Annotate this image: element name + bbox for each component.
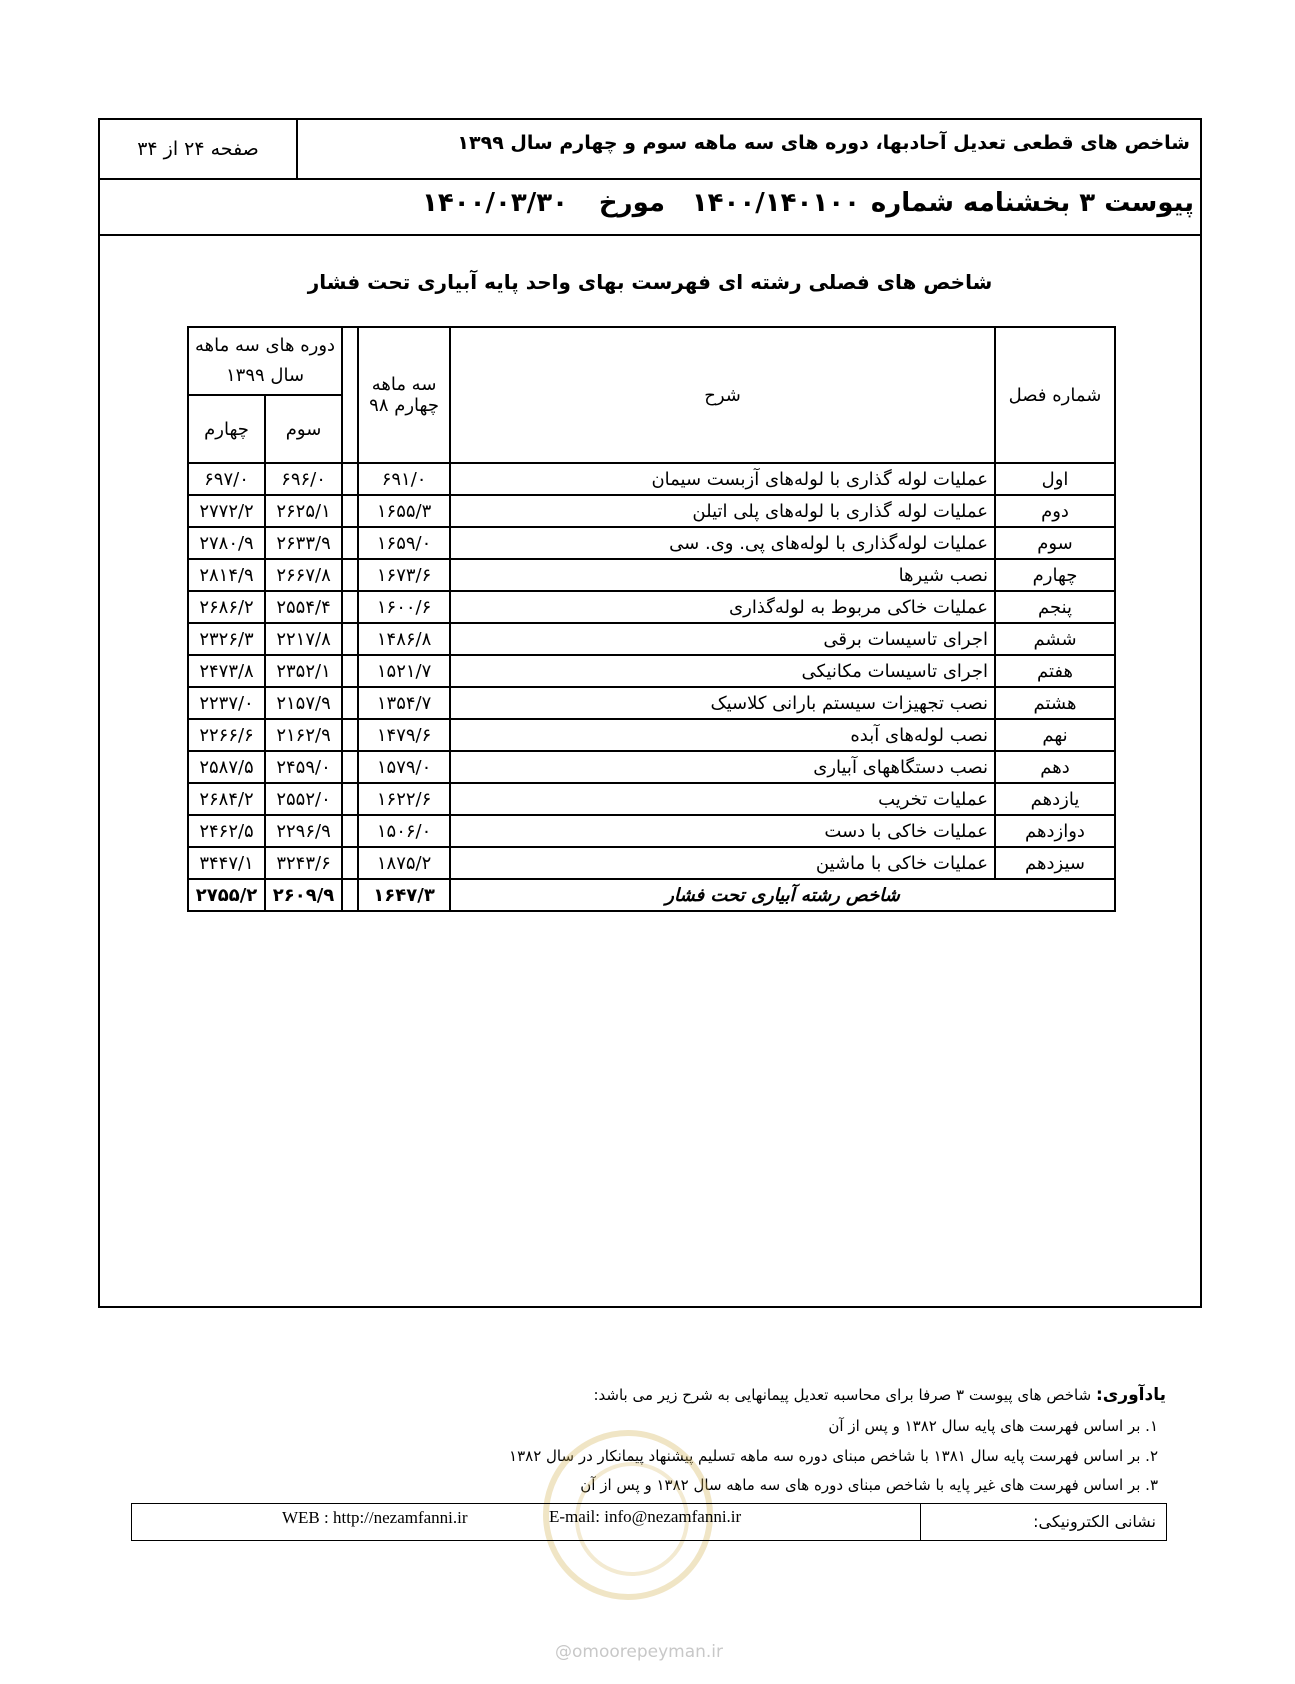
cell-third: ۲۶۳۳/۹ (265, 527, 342, 559)
cell-q98: ۱۶۲۲/۶ (358, 783, 450, 815)
cell-q98: ۱۶۵۹/۰ (358, 527, 450, 559)
cell-spacer (342, 591, 358, 623)
cell-spacer (342, 527, 358, 559)
cell-q98: ۱۸۷۵/۲ (358, 847, 450, 879)
cell-section: سوم (995, 527, 1115, 559)
cell-section: اول (995, 463, 1115, 495)
table-row (188, 815, 1115, 847)
cell-section: دهم (995, 751, 1115, 783)
cell-third: ۲۵۵۲/۰ (265, 783, 342, 815)
table-title: شاخص های فصلی رشته ای فهرست بهای واحد پایه آبیاری تحت فشار (307, 270, 993, 294)
cell-fourth: ۲۳۲۶/۳ (188, 623, 265, 655)
header-section: شماره فصل (995, 327, 1115, 463)
cell-spacer (342, 655, 358, 687)
cell-section: چهارم (995, 559, 1115, 591)
cell-total-third: ۲۶۰۹/۹ (265, 879, 342, 911)
cell-third: ۲۱۵۷/۹ (265, 687, 342, 719)
header-period-line1: دوره های سه ماهه (195, 335, 336, 356)
cell-q98: ۱۳۵۴/۷ (358, 687, 450, 719)
table-row (188, 559, 1115, 591)
cell-section: ششم (995, 623, 1115, 655)
header-row-1 (100, 120, 1200, 180)
cell-fourth: ۲۵۸۷/۵ (188, 751, 265, 783)
table-row (188, 751, 1115, 783)
cell-fourth: ۲۷۷۲/۲ (188, 495, 265, 527)
note-item-1: ۱. بر اساس فهرست های پایه سال ۱۳۸۲ و پس از آن (828, 1417, 1158, 1435)
cell-fourth: ۳۴۴۷/۱ (188, 847, 265, 879)
cell-third: ۲۴۵۹/۰ (265, 751, 342, 783)
cell-section: نهم (995, 719, 1115, 751)
cell-spacer (342, 847, 358, 879)
table-row (188, 655, 1115, 687)
cell-section: سیزدهم (995, 847, 1115, 879)
cell-spacer (342, 463, 358, 495)
cell-third: ۲۵۵۴/۴ (265, 591, 342, 623)
header-description: شرح (450, 327, 995, 463)
header-period-line2: سال ۱۳۹۹ (226, 365, 305, 386)
cell-section: یازدهم (995, 783, 1115, 815)
cell-description: اجرای تاسیسات برقی (450, 623, 995, 655)
cell-fourth: ۲۲۶۶/۶ (188, 719, 265, 751)
cell-third: ۶۹۶/۰ (265, 463, 342, 495)
cell-spacer (342, 687, 358, 719)
cell-q98: ۱۶۵۵/۳ (358, 495, 450, 527)
contact-box (131, 1503, 1167, 1541)
dated-label: مورخ (598, 188, 665, 218)
table-row-total (188, 879, 1115, 911)
cell-section: هفتم (995, 655, 1115, 687)
cell-spacer (342, 751, 358, 783)
cell-spacer (342, 719, 358, 751)
index-table (187, 326, 1116, 912)
table-row (188, 527, 1115, 559)
cell-q98: ۱۶۰۰/۶ (358, 591, 450, 623)
contact-email[interactable]: E-mail: info@nezamfanni.ir (549, 1507, 742, 1526)
cell-description: عملیات خاکی مربوط به لوله‌گذاری (450, 591, 995, 623)
cell-third: ۲۶۲۵/۱ (265, 495, 342, 527)
cell-description: عملیات لوله گذاری با لوله‌های پلی اتیلن (450, 495, 995, 527)
cell-fourth: ۲۴۶۲/۵ (188, 815, 265, 847)
contact-web[interactable]: WEB : http://nezamfanni.ir (282, 1508, 468, 1527)
cell-q98: ۶۹۱/۰ (358, 463, 450, 495)
table-row (188, 591, 1115, 623)
spacer-column (342, 327, 358, 463)
cell-total-fourth: ۲۷۵۵/۲ (188, 879, 265, 911)
cell-spacer (342, 623, 358, 655)
header-fourth: چهارم (188, 395, 265, 463)
header-third: سوم (265, 395, 342, 463)
circular-date: ۱۴۰۰/۰۳/۳۰ (422, 188, 568, 218)
cell-description: نصب تجهیزات سیستم بارانی کلاسیک (450, 687, 995, 719)
cell-fourth: ۲۷۸۰/۹ (188, 527, 265, 559)
cell-third: ۳۲۴۳/۶ (265, 847, 342, 879)
cell-description: نصب شیرها (450, 559, 995, 591)
cell-description: اجرای تاسیسات مکانیکی (450, 655, 995, 687)
notes-lead: یادآوری: (1095, 1385, 1166, 1405)
table-row (188, 719, 1115, 751)
cell-q98: ۱۴۷۹/۶ (358, 719, 450, 751)
notes-intro: شاخص های پیوست ۳ صرفا برای محاسبه تعدیل پیمانهایی به شرح زیر می باشد: (593, 1386, 1092, 1404)
cell-description: نصب دستگاههای آبیاری (450, 751, 995, 783)
cell-fourth: ۲۸۱۴/۹ (188, 559, 265, 591)
cell-fourth: ۲۶۸۶/۲ (188, 591, 265, 623)
cell-q98: ۱۵۲۱/۷ (358, 655, 450, 687)
cell-spacer (342, 879, 358, 911)
cell-section: هشتم (995, 687, 1115, 719)
cell-q98: ۱۴۸۶/۸ (358, 623, 450, 655)
cell-description: عملیات لوله‌گذاری با لوله‌های پی. وی. سی (450, 527, 995, 559)
table-row (188, 623, 1115, 655)
site-watermark: @omoorepeyman.ir (555, 1642, 724, 1662)
document-title: شاخص های قطعی تعدیل آحادبها، دوره های سه ماهه سوم و چهارم سال ۱۳۹۹ (457, 132, 1190, 154)
cell-third: ۲۶۶۷/۸ (265, 559, 342, 591)
cell-section: دوازدهم (995, 815, 1115, 847)
document-frame (98, 118, 1202, 1308)
header-q98 (358, 327, 450, 463)
circular-number: ۱۴۰۰/۱۴۰۱۰۰ (691, 188, 860, 218)
cell-description: عملیات خاکی با دست (450, 815, 995, 847)
note-item-3: ۳. بر اساس فهرست های غیر پایه با شاخص مبنای دوره های سه ماهه سال ۱۳۸۲ و پس از آن (580, 1476, 1158, 1494)
cell-spacer (342, 815, 358, 847)
cell-q98: ۱۶۷۳/۶ (358, 559, 450, 591)
table-row (188, 847, 1115, 879)
note-item-2: ۲. بر اساس فهرست پایه سال ۱۳۸۱ با شاخص مبنای دوره سه ماهه تسلیم پیشنهاد پیمانکار در سال ۱۳۸۲ (509, 1447, 1158, 1465)
cell-description: عملیات خاکی با ماشین (450, 847, 995, 879)
cell-section: دوم (995, 495, 1115, 527)
cell-third: ۲۲۱۷/۸ (265, 623, 342, 655)
cell-spacer (342, 495, 358, 527)
annex-label: پیوست ۳ بخشنامه شماره (870, 188, 1194, 218)
table-row (188, 687, 1115, 719)
cell-third: ۲۱۶۲/۹ (265, 719, 342, 751)
cell-description: نصب لوله‌های آبده (450, 719, 995, 751)
cell-spacer (342, 783, 358, 815)
cell-fourth: ۲۲۳۷/۰ (188, 687, 265, 719)
cell-section: پنجم (995, 591, 1115, 623)
cell-description: عملیات لوله گذاری با لوله‌های آزبست سیمان (450, 463, 995, 495)
cell-total-description: شاخص رشته آبیاری تحت فشار (450, 879, 1115, 911)
header-row-2 (100, 180, 1200, 236)
cell-spacer (342, 559, 358, 591)
contact-label: نشانی الکترونیکی: (920, 1504, 1166, 1540)
cell-fourth: ۲۴۷۳/۸ (188, 655, 265, 687)
table-row (188, 463, 1115, 495)
cell-third: ۲۲۹۶/۹ (265, 815, 342, 847)
table-row (188, 495, 1115, 527)
cell-q98: ۱۵۰۶/۰ (358, 815, 450, 847)
notes-intro-line (593, 1385, 1166, 1405)
cell-fourth: ۶۹۷/۰ (188, 463, 265, 495)
page-number: صفحه ۲۴ از ۳۴ (100, 120, 298, 178)
cell-q98: ۱۵۷۹/۰ (358, 751, 450, 783)
cell-total-q98: ۱۶۴۷/۳ (358, 879, 450, 911)
header-period (188, 327, 342, 395)
header-q98-line1: سه ماهه (371, 374, 437, 395)
cell-third: ۲۳۵۲/۱ (265, 655, 342, 687)
cell-fourth: ۲۶۸۴/۲ (188, 783, 265, 815)
cell-description: عملیات تخریب (450, 783, 995, 815)
table-row (188, 783, 1115, 815)
header-q98-line2: چهارم ۹۸ (369, 395, 439, 416)
